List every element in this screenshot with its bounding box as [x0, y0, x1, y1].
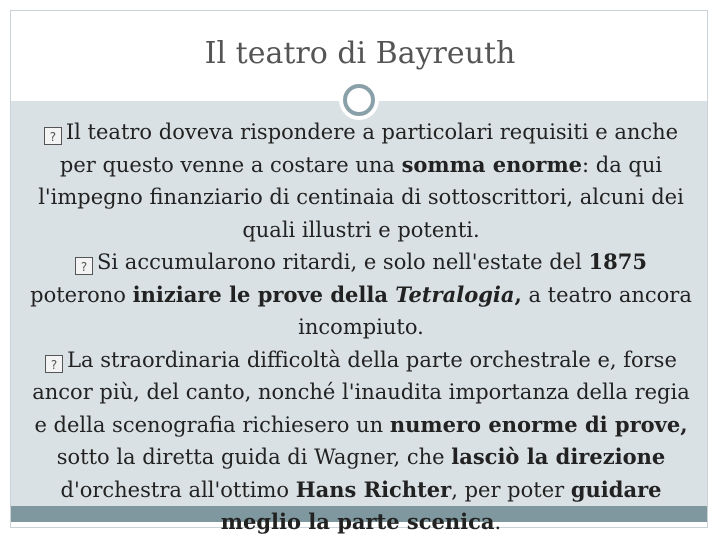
- text-run: ,: [514, 281, 522, 307]
- slide-body: [28, 116, 694, 539]
- text-run: d'orchestra all'ottimo: [60, 477, 296, 502]
- bullet-icon: ?: [75, 257, 93, 275]
- text-run: iniziare le prove della: [132, 281, 396, 307]
- text-run: : da qui l'impegno finanziario di centinaia di sottoscrittori, alcuni dei quali illustri e potenti.: [38, 152, 684, 242]
- text-run: , per poter: [451, 477, 571, 502]
- ring-ornament-icon: [339, 80, 379, 120]
- text-run: Si accumularono ritardi, e solo nell'estate del: [97, 250, 589, 274]
- text-run: Tetralogia: [395, 281, 515, 307]
- text-run: 1875: [588, 249, 647, 274]
- slide-title: Il teatro di Bayreuth: [204, 36, 516, 71]
- paragraph-3: [28, 344, 694, 539]
- text-run: somma enorme: [401, 151, 583, 177]
- bullet-icon: ?: [45, 355, 63, 373]
- bullet-icon: ?: [44, 127, 62, 145]
- text-run: lasciò la direzione: [451, 444, 666, 469]
- text-run: sotto la diretta guida di Wagner, che: [56, 445, 452, 469]
- text-run: Il teatro doveva rispondere a particolari requisiti e anche per questo venne a costare una: [59, 120, 679, 177]
- text-run: La straordinaria difficoltà della parte orchestrale e, forse ancor più, del canto, nonché l'inaudita importanza della regia e della scenografia richiesero un: [32, 347, 690, 437]
- text-run: poterono: [30, 282, 133, 307]
- paragraph-2: [28, 246, 694, 344]
- text-run: a teatro ancora incompiuto.: [298, 282, 692, 339]
- text-run: guidare meglio la parte scenica: [220, 476, 662, 534]
- text-run: numero enorme di prove,: [389, 411, 688, 437]
- paragraph-1: [28, 116, 694, 246]
- text-run: .: [494, 510, 502, 534]
- text-run: Hans Richter: [295, 476, 452, 502]
